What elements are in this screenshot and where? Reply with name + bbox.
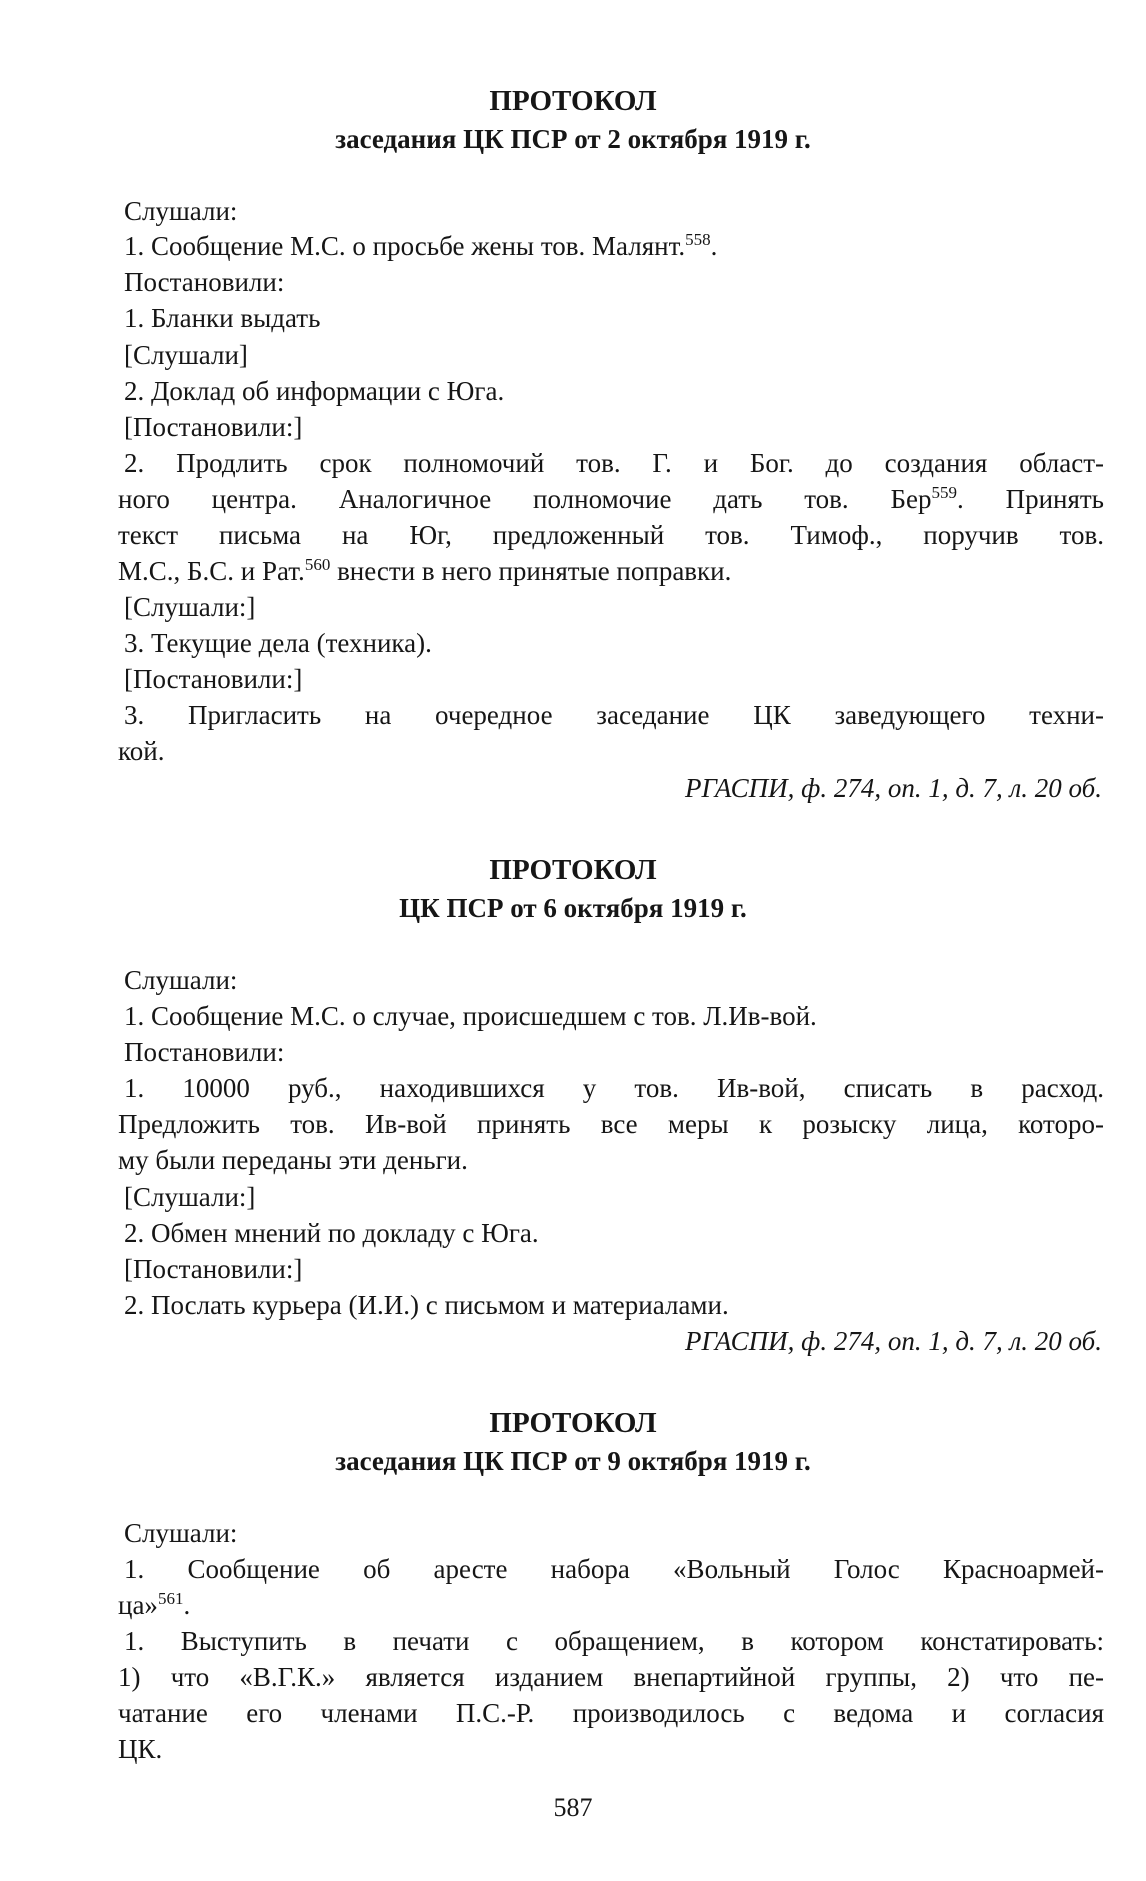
resolved-label: [Постановили:] <box>124 1254 303 1284</box>
agenda-item-line: ца»$^{561}$. <box>118 1589 191 1620</box>
protocol-1-title: ПРОТОКОЛ <box>489 85 657 117</box>
agenda-item: 2. Обмен мнений по докладу с Юга. <box>124 1218 539 1248</box>
agenda-item: 1. Сообщение об аресте набора «Вольный Голос Красноармей- <box>124 1554 1104 1584</box>
resolved-label: Постановили: <box>124 267 285 297</box>
heard-label: [Слушали:] <box>124 592 256 622</box>
resolved-label: Постановили: <box>124 1037 285 1067</box>
resolution-item: 1. Выступить в печати с обращением, в котором констатировать: <box>124 1626 1104 1656</box>
resolution-item: 2. Продлить срок полномочий тов. Г. и Бог. до создания област- <box>124 448 1104 478</box>
archive-source: РГАСПИ, ф. 274, оп. 1, д. 7, л. 20 об. <box>685 1326 1102 1356</box>
page-number: 587 <box>553 1793 593 1822</box>
agenda-item: 2. Доклад об информации с Юга. <box>124 376 505 406</box>
resolution-item: 3. Пригласить на очередное заседание ЦК заведующего техни- <box>124 700 1104 730</box>
agenda-item: 3. Текущие дела (техника). <box>124 628 432 658</box>
protocol-1-subtitle: заседания ЦК ПСР от 2 октября 1919 г. <box>335 124 811 154</box>
resolved-label: [Постановили:] <box>124 412 303 442</box>
resolution-item-line: чатание его членами П.С.-Р. производилось с ведома и согласия <box>118 1698 1104 1728</box>
resolution-item-line: М.С., Б.С. и Рат.$^{560}$ внести в него принятые поправки. <box>118 555 732 586</box>
footnote-ref: 558 <box>685 230 711 249</box>
resolution-item: 1. 10000 руб., находившихся у тов. Ив-вой, списать в расход. <box>124 1073 1104 1103</box>
heard-label: Слушали: <box>124 965 238 995</box>
footnote-ref: 560 <box>304 555 331 574</box>
heard-label: Слушали: <box>124 196 238 226</box>
resolution-item-line: му были переданы эти деньги. <box>118 1145 468 1175</box>
resolution-item: 2. Послать курьера (И.И.) с письмом и материалами. <box>124 1290 729 1320</box>
heard-label: [Слушали] <box>124 340 248 370</box>
resolution-item-line: ного центра. Аналогичное полномочие дать тов. Бер$^{559}$. Принять <box>118 483 1104 514</box>
resolution-item-line: текст письма на Юг, предложенный тов. Тимоф., поручив тов. <box>118 520 1104 550</box>
resolution-item-line: 1) что «В.Г.К.» является изданием внепартийной группы, 2) что пе- <box>118 1662 1104 1692</box>
resolution-item: 1. Бланки выдать <box>124 303 321 333</box>
protocol-3-subtitle: заседания ЦК ПСР от 9 октября 1919 г. <box>335 1446 811 1476</box>
agenda-item: 1. Сообщение М.С. о просьбе жены тов. Малянт.$^{558}$. <box>124 230 718 261</box>
footnote-ref: 559 <box>931 483 957 502</box>
protocol-2-title: ПРОТОКОЛ <box>489 854 657 886</box>
resolution-item-line: Предложить тов. Ив-вой принять все меры к розыску лица, которо- <box>118 1109 1104 1139</box>
agenda-item: 1. Сообщение М.С. о случае, происшедшем с тов. Л.Ив-вой. <box>124 1001 817 1031</box>
resolution-item-line: ЦК. <box>118 1734 163 1764</box>
resolved-label: [Постановили:] <box>124 664 303 694</box>
heard-label: [Слушали:] <box>124 1182 256 1212</box>
protocol-3-title: ПРОТОКОЛ <box>489 1407 657 1439</box>
resolution-item-line: кой. <box>118 736 165 766</box>
protocol-2-subtitle: ЦК ПСР от 6 октября 1919 г. <box>399 893 747 923</box>
archive-source: РГАСПИ, ф. 274, оп. 1, д. 7, л. 20 об. <box>685 773 1102 803</box>
footnote-ref: 561 <box>157 1589 184 1608</box>
heard-label: Слушали: <box>124 1518 238 1548</box>
